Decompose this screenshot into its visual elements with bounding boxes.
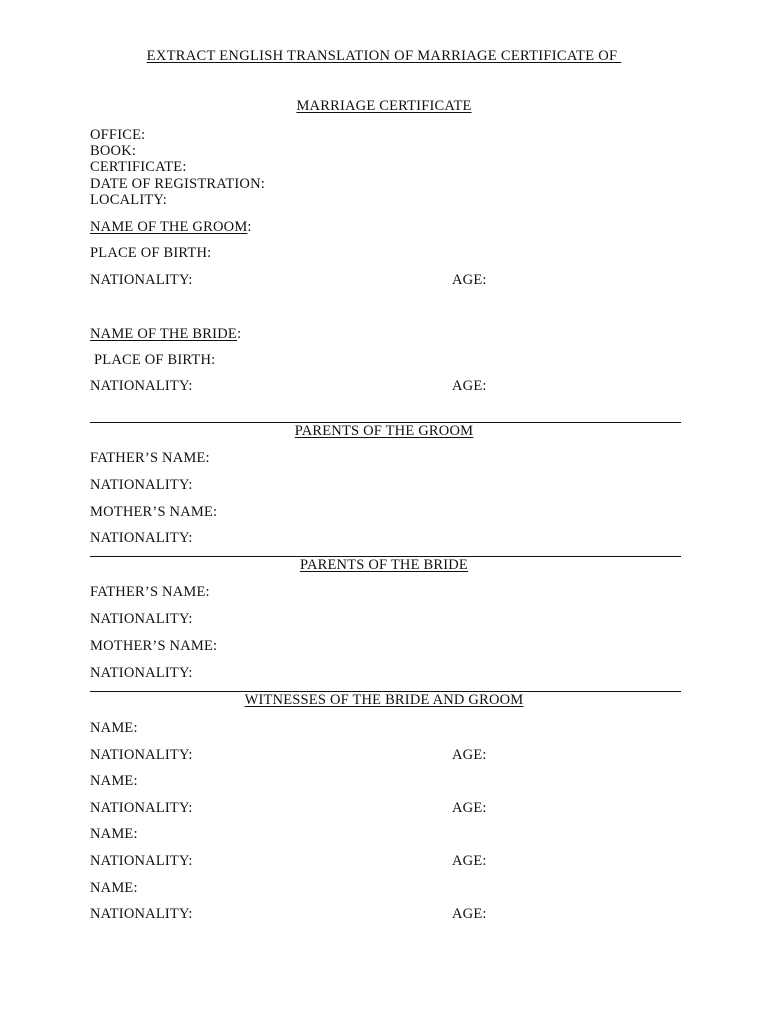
certificate-subtitle: MARRIAGE CERTIFICATE xyxy=(296,98,472,114)
bride-father-name-label: FATHER’S NAME: xyxy=(90,584,210,600)
witness-age-label: AGE: xyxy=(452,800,487,816)
office-label: OFFICE: xyxy=(90,127,146,143)
bride-nationality-label: NATIONALITY: xyxy=(90,378,193,394)
witnesses-heading: WITNESSES OF THE BRIDE AND GROOM xyxy=(244,692,524,708)
parents-groom-heading: PARENTS OF THE GROOM xyxy=(294,423,474,439)
bride-age-label: AGE: xyxy=(452,378,487,394)
witness-name-label: NAME: xyxy=(90,773,138,789)
bride-name-label: NAME OF THE BRIDE xyxy=(90,326,237,342)
witness-age-label: AGE: xyxy=(452,906,487,922)
parents-bride-heading: PARENTS OF THE BRIDE xyxy=(300,557,468,573)
groom-father-name-label: FATHER’S NAME: xyxy=(90,450,210,466)
bride-mother-nationality-label: NATIONALITY: xyxy=(90,665,193,681)
bride-mother-name-label: MOTHER’S NAME: xyxy=(90,638,218,654)
witness-nationality-label: NATIONALITY: xyxy=(90,747,193,763)
witness-age-label: AGE: xyxy=(452,747,487,763)
groom-name-colon: : xyxy=(247,219,252,235)
witness-nationality-label: NATIONALITY: xyxy=(90,906,193,922)
witness-name-label: NAME: xyxy=(90,826,138,842)
book-label: BOOK: xyxy=(90,143,137,159)
groom-name-row xyxy=(90,219,252,235)
witness-name-label: NAME: xyxy=(90,880,138,896)
bride-place-of-birth-label: PLACE OF BIRTH: xyxy=(94,352,216,368)
groom-nationality-label: NATIONALITY: xyxy=(90,272,193,288)
certificate-label: CERTIFICATE: xyxy=(90,159,187,175)
groom-age-label: AGE: xyxy=(452,272,487,288)
bride-name-row xyxy=(90,326,241,342)
witness-age-label: AGE: xyxy=(452,853,487,869)
witness-name-label: NAME: xyxy=(90,720,138,736)
groom-name-label: NAME OF THE GROOM xyxy=(90,219,248,235)
groom-mother-name-label: MOTHER’S NAME: xyxy=(90,504,218,520)
locality-label: LOCALITY: xyxy=(90,192,167,208)
groom-mother-nationality-label: NATIONALITY: xyxy=(90,530,193,546)
bride-father-nationality-label: NATIONALITY: xyxy=(90,611,193,627)
date-of-registration-label: DATE OF REGISTRATION: xyxy=(90,176,265,192)
bride-name-colon: : xyxy=(236,326,242,342)
witness-nationality-label: NATIONALITY: xyxy=(90,853,193,869)
document-title: EXTRACT ENGLISH TRANSLATION OF MARRIAGE CERTIFICATE OF xyxy=(146,48,622,64)
groom-place-of-birth-label: PLACE OF BIRTH: xyxy=(90,245,212,261)
groom-father-nationality-label: NATIONALITY: xyxy=(90,477,193,493)
witness-nationality-label: NATIONALITY: xyxy=(90,800,193,816)
